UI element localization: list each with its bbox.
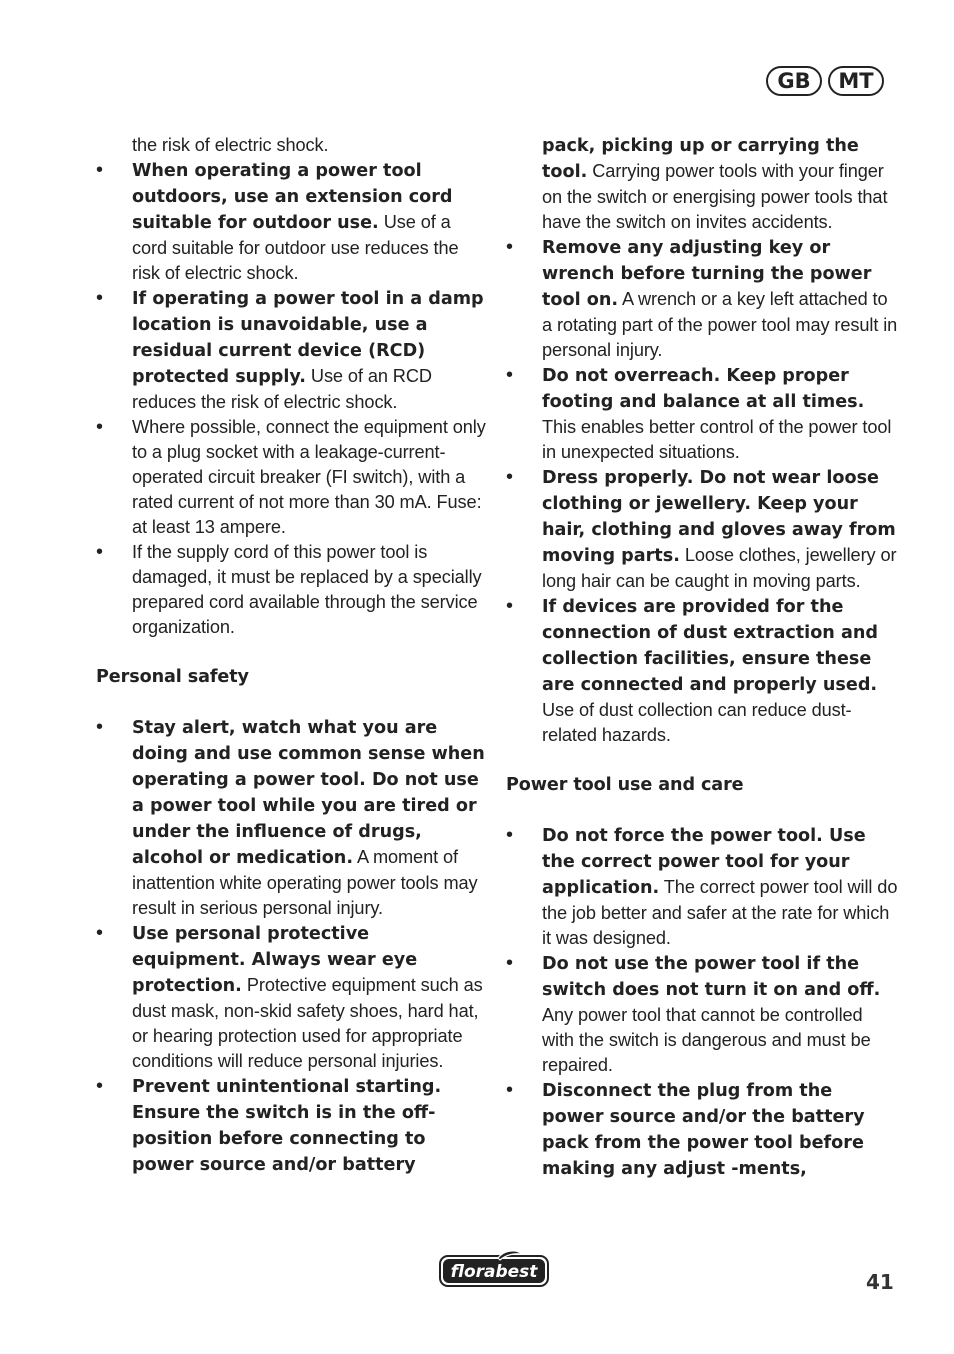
list-item: • When operating a power tool outdoors, use an extension cord suitable for outdoor use. Use of a cord suitable for outdoor use reduces the risk of electric shock. xyxy=(96,158,486,286)
section-heading: Personal safety xyxy=(96,667,249,687)
list-item: • If devices are provided for the connection of dust extraction and collection facilities, ensure these are connected and properly used. Use of dust collection can reduce dust-related hazards. xyxy=(506,594,898,748)
lang-badge-gb: GB xyxy=(766,66,822,96)
logo-text: florabest xyxy=(450,1262,538,1282)
bullet-list xyxy=(506,823,898,1182)
list-item: • Do not use the power tool if the switch does not turn it on and off. Any power tool that cannot be controlled with the switch is dangerous and must be repaired. xyxy=(506,951,898,1078)
page-number: 41 xyxy=(866,1270,894,1294)
list-item: • Where possible, connect the equipment only to a plug socket with a leakage-current-operated circuit breaker (FI switch), with a rated current of not more than 30 mA. Fuse: at least 13 ampere. xyxy=(96,415,486,540)
list-item: • Prevent unintentional starting. Ensure the switch is in the off-position before connecting to power source and/or battery xyxy=(96,1074,486,1178)
list-item: • Do not overreach. Keep proper footing and balance at all times. This enables better control of the power tool in unexpected situations. xyxy=(506,363,898,465)
list-item: • If the supply cord of this power tool is damaged, it must be replaced by a specially prepared cord available through the service organization. xyxy=(96,540,486,640)
left-column xyxy=(96,133,486,1178)
list-item: • Disconnect the plug from the power source and/or the battery pack from the power tool before making any adjust -ments, xyxy=(506,1078,898,1182)
florabest-logo xyxy=(438,1250,550,1288)
list-item: • Stay alert, watch what you are doing and use common sense when operating a power tool. Do not use a power tool while you are tired or under the influence of drugs, alcohol or medication. A moment of inattention white operating power tools may result in serious personal injury. xyxy=(96,715,486,921)
continuation-text: pack, picking up or carrying the tool. Carrying power tools with your finger on the switch or energising power tools that have the switch on invites accidents. xyxy=(542,136,888,232)
bullet-list xyxy=(96,158,486,640)
list-item: • Remove any adjusting key or wrench before turning the power tool on. A wrench or a key left attached to a rotating part of the power tool may result in personal injury. xyxy=(506,235,898,363)
lang-badge-mt: MT xyxy=(828,66,884,96)
list-item: • Dress properly. Do not wear loose clothing or jewellery. Keep your hair, clothing and gloves away from moving parts. Loose clothes, jewellery or long hair can be caught in moving parts. xyxy=(506,465,898,594)
bullet-list xyxy=(96,715,486,1178)
right-column xyxy=(506,133,898,1182)
list-item: • Use personal protective equipment. Always wear eye protection. Protective equipment such as dust mask, non-skid safety shoes, hard hat, or hearing protection used for appropriate conditions will reduce personal injuries. xyxy=(96,921,486,1074)
list-item: • If operating a power tool in a damp location is unavoidable, use a residual current device (RCD) protected supply. Use of an RCD reduces the risk of electric shock. xyxy=(96,286,486,415)
section-heading: Power tool use and care xyxy=(506,775,744,795)
continuation-text: the risk of electric shock. xyxy=(132,135,329,155)
list-item: • Do not force the power tool. Use the correct power tool for your application. The correct power tool will do the job better and safer at the rate for which it was designed. xyxy=(506,823,898,951)
bullet-list xyxy=(506,235,898,748)
language-badges xyxy=(766,66,884,96)
